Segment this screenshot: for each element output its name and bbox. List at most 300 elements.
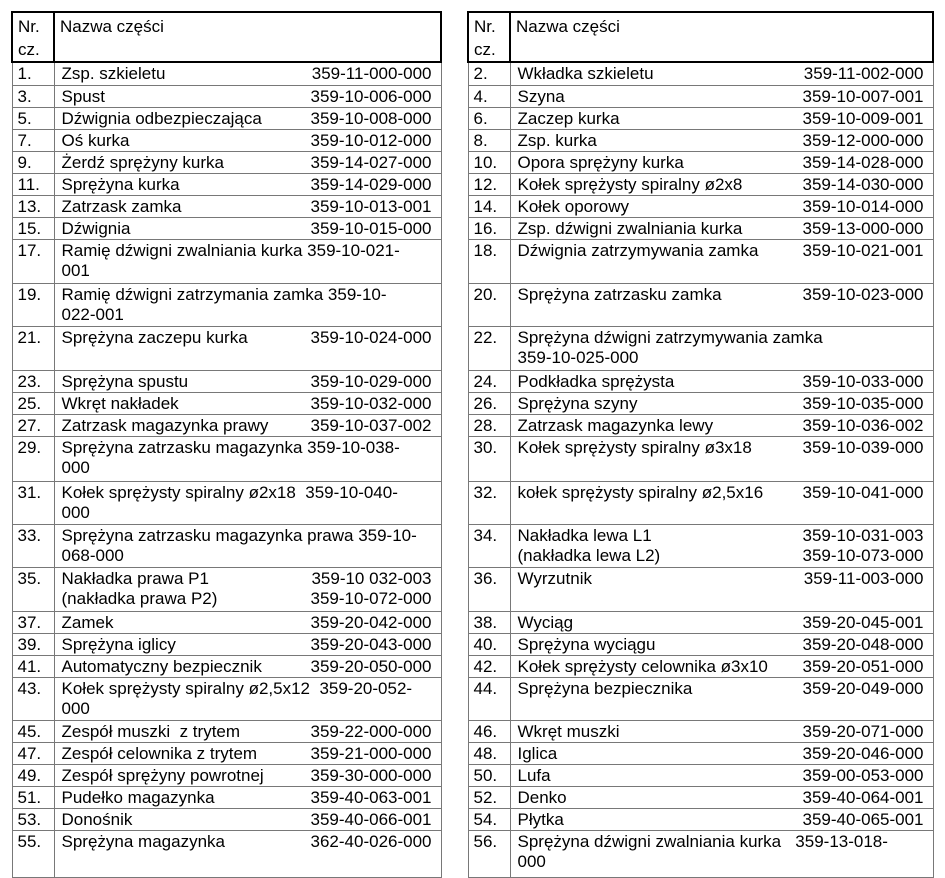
part-number: 359-40-063-001 bbox=[310, 787, 432, 807]
part-name: Opora sprężyny kurka bbox=[517, 152, 684, 172]
part-entry bbox=[62, 131, 437, 151]
part-name: Oś kurka bbox=[61, 130, 130, 150]
part-nr-cell: 17. bbox=[12, 239, 54, 283]
part-nr-cell: 38. bbox=[468, 611, 510, 633]
part-entry bbox=[62, 328, 437, 348]
table-row bbox=[468, 655, 933, 677]
part-name: Kołek sprężysty spiralny ø2x8 bbox=[517, 174, 743, 194]
table-row bbox=[468, 742, 933, 764]
table-row bbox=[468, 436, 933, 481]
part-name-cell bbox=[510, 326, 933, 370]
part-nr-cell: 48. bbox=[468, 742, 510, 764]
part-name: Denko bbox=[517, 787, 567, 807]
part-number: 359-20-051-000 bbox=[802, 656, 924, 676]
part-entry bbox=[62, 744, 437, 764]
part-name-cell bbox=[54, 808, 441, 830]
part-name: Kołek oporowy bbox=[517, 196, 630, 216]
part-name-cell bbox=[54, 524, 441, 567]
table-row bbox=[12, 764, 441, 786]
part-nr-cell: 46. bbox=[468, 720, 510, 742]
header-name-label: Nazwa części bbox=[516, 17, 620, 36]
part-text-line: Sprężyna zatrzasku magazynka prawa 359-10- bbox=[61, 525, 417, 545]
table-row bbox=[468, 85, 933, 107]
part-text-line: 068-000 bbox=[61, 545, 124, 565]
part-nr-cell: 52. bbox=[468, 786, 510, 808]
table-header-right bbox=[468, 12, 933, 62]
part-number: 359-10 032-003 bbox=[311, 568, 432, 588]
header-cell-name bbox=[510, 12, 933, 62]
part-text-line: Kołek sprężysty spiralny ø2x18 359-10-040- bbox=[61, 482, 398, 502]
part-nr-cell: 54. bbox=[468, 808, 510, 830]
table-row bbox=[468, 764, 933, 786]
table-row bbox=[468, 129, 933, 151]
part-name-cell bbox=[510, 633, 933, 655]
part-nr-cell: 27. bbox=[12, 414, 54, 436]
part-nr-cell: 23. bbox=[12, 370, 54, 392]
table-row bbox=[468, 808, 933, 830]
part-text-line: Sprężyna dźwigni zwalniania kurka 359-13-018- bbox=[517, 831, 888, 851]
part-name: Pudełko magazynka bbox=[61, 787, 215, 807]
part-text-line: Ramię dźwigni zwalniania kurka 359-10-021- bbox=[61, 240, 400, 260]
part-name-cell bbox=[510, 414, 933, 436]
parts-table-left bbox=[11, 11, 442, 878]
part-name: Wkręt nakładek bbox=[61, 393, 179, 413]
part-nr-cell: 2. bbox=[468, 62, 510, 85]
part-name: Iglica bbox=[517, 743, 558, 763]
part-nr-cell: 39. bbox=[12, 633, 54, 655]
part-name-cell bbox=[54, 326, 441, 370]
part-name-cell bbox=[54, 611, 441, 633]
part-name: Sprężyna kurka bbox=[61, 174, 180, 194]
part-entry bbox=[518, 219, 929, 239]
part-number: 359-30-000-000 bbox=[310, 765, 432, 785]
part-nr-cell: 53. bbox=[12, 808, 54, 830]
part-text-line: Ramię dźwigni zatrzymania zamka 359-10- bbox=[61, 284, 387, 304]
table-row bbox=[468, 107, 933, 129]
part-nr-cell: 5. bbox=[12, 107, 54, 129]
table-row bbox=[12, 524, 441, 567]
part-name-cell bbox=[54, 677, 441, 720]
part-entry bbox=[62, 64, 437, 84]
part-name-cell bbox=[54, 239, 441, 283]
part-nr-cell: 35. bbox=[12, 567, 54, 611]
part-name-cell bbox=[510, 129, 933, 151]
part-number: 359-14-028-000 bbox=[802, 152, 924, 172]
part-number: 359-20-045-001 bbox=[802, 612, 924, 632]
part-name: Sprężyna magazynka bbox=[61, 831, 225, 851]
part-entry bbox=[62, 372, 437, 392]
table-row bbox=[12, 481, 441, 524]
table-row bbox=[12, 129, 441, 151]
part-text-line: 000 bbox=[61, 457, 90, 477]
part-name: Dźwignia bbox=[61, 218, 131, 238]
part-number: 359-10-041-000 bbox=[802, 482, 924, 502]
table-row bbox=[468, 151, 933, 173]
table-row bbox=[12, 720, 441, 742]
part-name-cell bbox=[54, 655, 441, 677]
part-nr-cell: 42. bbox=[468, 655, 510, 677]
part-name-cell bbox=[510, 195, 933, 217]
part-entry bbox=[62, 569, 437, 589]
part-name: Kołek sprężysty celownika ø3x10 bbox=[517, 656, 768, 676]
part-name: Wyciąg bbox=[517, 612, 574, 632]
part-nr-cell: 19. bbox=[12, 283, 54, 326]
part-name: Zatrzask magazynka prawy bbox=[61, 415, 269, 435]
part-name: Lufa bbox=[517, 765, 551, 785]
part-number: 359-40-066-001 bbox=[310, 809, 432, 829]
part-entry bbox=[62, 394, 437, 414]
part-name-cell bbox=[510, 173, 933, 195]
header-nr-label: Nr. bbox=[18, 17, 40, 36]
part-name: Zsp. dźwigni zwalniania kurka bbox=[517, 218, 743, 238]
part-nr-cell: 26. bbox=[468, 392, 510, 414]
part-entry bbox=[62, 175, 437, 195]
part-number: 359-11-003-000 bbox=[803, 568, 924, 588]
part-number: 359-20-046-000 bbox=[802, 743, 924, 763]
part-nr-cell: 44. bbox=[468, 677, 510, 720]
part-name-cell bbox=[510, 481, 933, 524]
table-row bbox=[468, 370, 933, 392]
part-entry bbox=[62, 416, 437, 436]
part-entry bbox=[62, 722, 437, 742]
part-nr-cell: 15. bbox=[12, 217, 54, 239]
part-name-cell bbox=[510, 720, 933, 742]
part-nr-cell: 8. bbox=[468, 129, 510, 151]
table-row bbox=[468, 677, 933, 720]
part-name-cell bbox=[510, 764, 933, 786]
part-name-cell bbox=[54, 633, 441, 655]
part-number: 359-20-071-000 bbox=[802, 721, 924, 741]
part-number: 359-20-049-000 bbox=[802, 678, 924, 698]
part-entry bbox=[518, 657, 929, 677]
part-nr-cell: 9. bbox=[12, 151, 54, 173]
part-number: 359-10-008-000 bbox=[310, 108, 432, 128]
part-name-cell bbox=[510, 392, 933, 414]
table-row bbox=[12, 414, 441, 436]
part-nr-cell: 43. bbox=[12, 677, 54, 720]
table-row bbox=[468, 173, 933, 195]
table-row bbox=[12, 107, 441, 129]
part-name-cell bbox=[510, 611, 933, 633]
table-row bbox=[468, 414, 933, 436]
part-nr-cell: 50. bbox=[468, 764, 510, 786]
part-nr-cell: 7. bbox=[12, 129, 54, 151]
part-name: Zespół sprężyny powrotnej bbox=[61, 765, 264, 785]
table-row bbox=[12, 392, 441, 414]
part-name: Automatyczny bezpiecznik bbox=[61, 656, 262, 676]
part-nr-cell: 22. bbox=[468, 326, 510, 370]
part-number: 359-10-014-000 bbox=[802, 196, 924, 216]
part-name: Zsp. kurka bbox=[517, 130, 597, 150]
part-entry bbox=[518, 131, 929, 151]
table-row bbox=[12, 326, 441, 370]
table-row bbox=[12, 436, 441, 481]
part-entry bbox=[518, 153, 929, 173]
table-row bbox=[12, 808, 441, 830]
part-name: Nakładka lewa L1 bbox=[517, 525, 652, 545]
part-name-cell bbox=[54, 742, 441, 764]
part-name: Wyrzutnik bbox=[517, 568, 592, 588]
part-name: Zespół celownika z trytem bbox=[61, 743, 258, 763]
part-number: 362-40-026-000 bbox=[310, 831, 432, 851]
part-number: 359-10-029-000 bbox=[310, 371, 432, 391]
part-text-line: Sprężyna dźwigni zatrzymywania zamka bbox=[517, 327, 823, 347]
part-name-cell bbox=[54, 481, 441, 524]
part-number: 359-20-042-000 bbox=[310, 612, 432, 632]
table-row bbox=[468, 611, 933, 633]
table-row bbox=[468, 392, 933, 414]
table-row bbox=[468, 830, 933, 877]
part-number: 359-11-002-000 bbox=[803, 64, 924, 83]
part-nr-cell: 29. bbox=[12, 436, 54, 481]
part-number: 359-20-048-000 bbox=[802, 634, 924, 654]
part-name-cell bbox=[510, 830, 933, 877]
part-number: 359-10-006-000 bbox=[310, 86, 432, 106]
part-entry bbox=[518, 788, 929, 808]
part-name: Sprężyna bezpiecznika bbox=[517, 678, 693, 698]
part-number: 359-10-031-003 bbox=[802, 525, 924, 545]
table-row bbox=[12, 370, 441, 392]
part-name-cell bbox=[54, 283, 441, 326]
part-name: Zaczep kurka bbox=[517, 108, 620, 128]
table-row bbox=[12, 677, 441, 720]
part-name-cell bbox=[510, 436, 933, 481]
part-number: 359-10-007-001 bbox=[802, 86, 924, 106]
table-body-right bbox=[468, 62, 933, 877]
part-text-line: 000 bbox=[61, 698, 90, 718]
part-entry bbox=[62, 657, 437, 677]
part-entry bbox=[62, 635, 437, 655]
table-row bbox=[12, 217, 441, 239]
part-nr-cell: 41. bbox=[12, 655, 54, 677]
part-entry bbox=[62, 766, 437, 786]
part-number: 359-00-053-000 bbox=[802, 765, 924, 785]
part-name: Żerdź sprężyny kurka bbox=[61, 152, 224, 172]
header-row bbox=[12, 12, 441, 62]
part-entry bbox=[518, 546, 929, 566]
table-row bbox=[468, 195, 933, 217]
part-name-cell bbox=[54, 720, 441, 742]
part-name-cell bbox=[510, 677, 933, 720]
part-entry bbox=[518, 766, 929, 786]
header-cell-nr bbox=[12, 12, 54, 62]
table-row bbox=[12, 567, 441, 611]
part-name: Sprężyna zatrzasku zamka bbox=[517, 284, 722, 304]
part-name-cell bbox=[510, 151, 933, 173]
part-name-cell bbox=[54, 85, 441, 107]
part-number: 359-22-000-000 bbox=[310, 721, 432, 741]
part-name-cell bbox=[510, 524, 933, 567]
part-number: 359-10-035-000 bbox=[802, 393, 924, 413]
part-nr-cell: 36. bbox=[468, 567, 510, 611]
part-name-cell bbox=[510, 567, 933, 611]
table-row bbox=[468, 720, 933, 742]
part-name-cell bbox=[54, 195, 441, 217]
part-name-cell bbox=[54, 151, 441, 173]
part-entry bbox=[518, 438, 929, 458]
part-name: (nakładka lewa L2) bbox=[517, 545, 661, 565]
part-name: Sprężyna szyny bbox=[517, 393, 638, 413]
part-entry bbox=[518, 87, 929, 107]
part-name-cell bbox=[510, 808, 933, 830]
part-name-cell bbox=[510, 742, 933, 764]
part-number: 359-10-072-000 bbox=[310, 588, 432, 608]
part-entry bbox=[62, 613, 437, 633]
table-row bbox=[468, 481, 933, 524]
part-name-cell bbox=[510, 786, 933, 808]
table-row bbox=[468, 62, 933, 85]
part-name: Zespół muszki z trytem bbox=[61, 721, 241, 741]
table-row bbox=[12, 195, 441, 217]
part-number: 359-10-013-001 bbox=[310, 196, 432, 216]
parts-table-right bbox=[467, 11, 934, 878]
part-name-cell bbox=[510, 239, 933, 283]
header-nr-label: Nr. bbox=[474, 17, 496, 36]
part-entry bbox=[518, 285, 929, 305]
part-number: 359-10-036-002 bbox=[802, 415, 924, 435]
part-number: 359-10-024-000 bbox=[310, 327, 432, 347]
header-cz-label: cz. bbox=[474, 40, 496, 59]
part-number: 359-10-021-001 bbox=[802, 240, 924, 260]
part-name-cell bbox=[54, 173, 441, 195]
part-name: Donośnik bbox=[61, 809, 133, 829]
table-row bbox=[468, 567, 933, 611]
header-cz-label: cz. bbox=[18, 40, 40, 59]
part-name: (nakładka prawa P2) bbox=[61, 588, 218, 608]
part-name: Spust bbox=[61, 86, 105, 106]
part-entry bbox=[62, 197, 437, 217]
part-entry bbox=[518, 372, 929, 392]
part-nr-cell: 21. bbox=[12, 326, 54, 370]
part-entry bbox=[518, 109, 929, 129]
part-entry bbox=[518, 175, 929, 195]
table-row bbox=[12, 786, 441, 808]
part-entry bbox=[62, 810, 437, 830]
part-nr-cell: 40. bbox=[468, 633, 510, 655]
part-nr-cell: 31. bbox=[12, 481, 54, 524]
part-text-line: 000 bbox=[61, 502, 90, 522]
part-nr-cell: 45. bbox=[12, 720, 54, 742]
part-number: 359-20-043-000 bbox=[310, 634, 432, 654]
part-entry bbox=[518, 569, 929, 589]
part-nr-cell: 33. bbox=[12, 524, 54, 567]
part-entry bbox=[518, 526, 929, 546]
part-name-cell bbox=[510, 85, 933, 107]
part-name-cell bbox=[510, 283, 933, 326]
part-nr-cell: 12. bbox=[468, 173, 510, 195]
header-cell-nr bbox=[468, 12, 510, 62]
part-name: Dźwignia odbezpieczająca bbox=[61, 108, 262, 128]
part-entry bbox=[518, 394, 929, 414]
table-row bbox=[468, 524, 933, 567]
part-number: 359-14-029-000 bbox=[310, 174, 432, 194]
part-name: Sprężyna wyciągu bbox=[517, 634, 656, 654]
part-name-cell bbox=[54, 62, 441, 85]
part-name-cell bbox=[510, 655, 933, 677]
part-name-cell bbox=[54, 217, 441, 239]
table-header-left bbox=[12, 12, 441, 62]
table-row bbox=[12, 151, 441, 173]
part-number: 359-20-050-000 bbox=[310, 656, 432, 676]
part-number: 359-10-033-000 bbox=[802, 371, 924, 391]
part-name: Podkładka sprężysta bbox=[517, 371, 675, 391]
table-row bbox=[12, 742, 441, 764]
part-nr-cell: 1. bbox=[12, 62, 54, 85]
table-row bbox=[468, 786, 933, 808]
part-name-cell bbox=[510, 62, 933, 85]
part-entry bbox=[62, 153, 437, 173]
part-text-line: 022-001 bbox=[61, 304, 124, 324]
part-nr-cell: 56. bbox=[468, 830, 510, 877]
part-nr-cell: 10. bbox=[468, 151, 510, 173]
part-entry bbox=[518, 722, 929, 742]
part-number: 359-21-000-000 bbox=[310, 743, 432, 763]
part-entry bbox=[518, 613, 929, 633]
part-name-cell bbox=[54, 129, 441, 151]
table-row bbox=[12, 283, 441, 326]
part-nr-cell: 32. bbox=[468, 481, 510, 524]
table-row bbox=[12, 239, 441, 283]
part-nr-cell: 24. bbox=[468, 370, 510, 392]
table-row bbox=[468, 239, 933, 283]
part-entry bbox=[518, 635, 929, 655]
part-text-line: 359-10-025-000 bbox=[517, 347, 639, 367]
part-nr-cell: 6. bbox=[468, 107, 510, 129]
part-entry bbox=[518, 197, 929, 217]
part-entry bbox=[62, 219, 437, 239]
table-body-left bbox=[12, 62, 441, 877]
part-number: 359-11-000-000 bbox=[311, 64, 432, 83]
part-entry bbox=[518, 810, 929, 830]
part-name-cell bbox=[54, 370, 441, 392]
part-name-cell bbox=[54, 107, 441, 129]
table-row bbox=[12, 655, 441, 677]
part-name: Zamek bbox=[61, 612, 114, 632]
part-name-cell bbox=[54, 830, 441, 877]
part-number: 359-10-039-000 bbox=[802, 437, 924, 457]
part-entry bbox=[518, 679, 929, 699]
part-nr-cell: 18. bbox=[468, 239, 510, 283]
part-name-cell bbox=[510, 107, 933, 129]
part-name: Kołek sprężysty spiralny ø3x18 bbox=[517, 437, 752, 457]
part-name: Sprężyna zaczepu kurka bbox=[61, 327, 248, 347]
part-entry bbox=[518, 416, 929, 436]
part-name-cell bbox=[54, 436, 441, 481]
part-nr-cell: 34. bbox=[468, 524, 510, 567]
part-name-cell bbox=[54, 392, 441, 414]
part-name: kołek sprężysty spiralny ø2,5x16 bbox=[517, 482, 764, 502]
table-row bbox=[12, 62, 441, 85]
part-text-line: 001 bbox=[61, 260, 90, 280]
part-entry bbox=[62, 109, 437, 129]
part-name-cell bbox=[510, 217, 933, 239]
part-name-cell bbox=[54, 414, 441, 436]
part-nr-cell: 28. bbox=[468, 414, 510, 436]
part-name-cell bbox=[54, 786, 441, 808]
table-row bbox=[468, 326, 933, 370]
part-text-line: 000 bbox=[517, 851, 546, 871]
part-nr-cell: 55. bbox=[12, 830, 54, 877]
table-row bbox=[12, 173, 441, 195]
part-entry bbox=[62, 788, 437, 808]
part-nr-cell: 14. bbox=[468, 195, 510, 217]
part-number: 359-10-037-002 bbox=[310, 415, 432, 435]
part-name: Dźwignia zatrzymywania zamka bbox=[517, 240, 759, 260]
table-row bbox=[468, 217, 933, 239]
part-name: Sprężyna iglicy bbox=[61, 634, 176, 654]
part-number: 359-40-065-001 bbox=[802, 809, 924, 829]
table-row bbox=[468, 633, 933, 655]
